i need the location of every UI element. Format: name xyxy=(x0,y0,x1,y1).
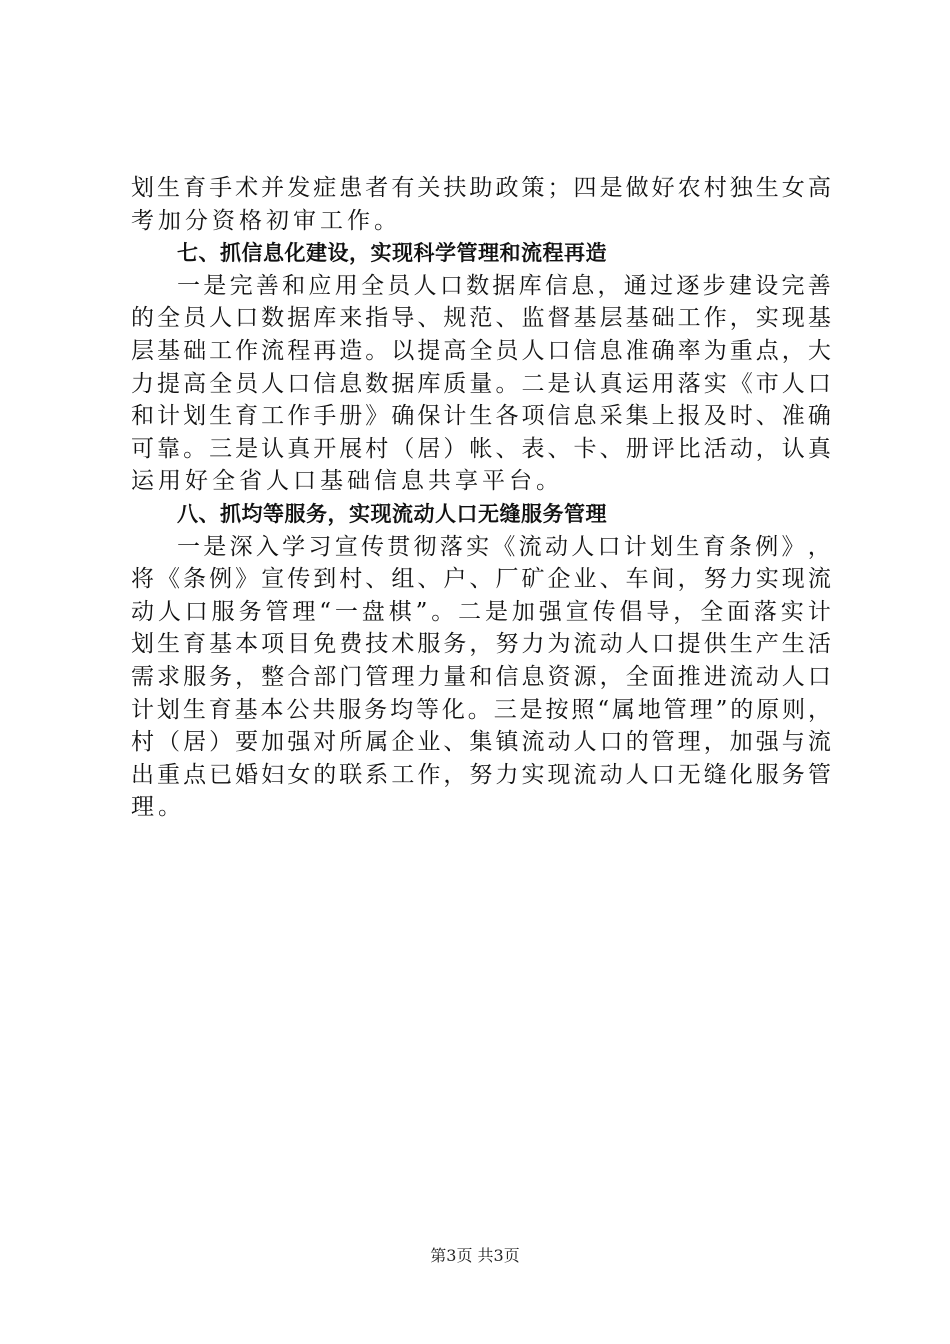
paragraph-line: 动 人 口 服 务 管 理 “ 一 盘 棋 ” 。 二 是 加 强 宣 传 倡 导 ， 全 面 落 实 计 xyxy=(131,598,831,625)
paragraph-line: 层 基 础 工 作 流 程 再 造 。 以 提 高 全 员 人 口 信 息 准 确 率 为 重 点 ， 大 xyxy=(131,337,831,364)
paragraph-line: 将 《 条 例 》 宣 传 到 村 、 组 、 户 、 厂 矿 企 业 、 车 间 ， 努 力 实 现 流 xyxy=(131,566,831,593)
paragraph-line: 出 重 点 已 婚 妇 女 的 联 系 工 作 ， 努 力 实 现 流 动 人 口 无 缝 化 服 务 管 xyxy=(131,761,831,788)
paragraph-line: 计 划 生 育 基 本 公 共 服 务 均 等 化 。 三 是 按 照 “ 属 地 管 理 ” 的 原 则 ， xyxy=(131,696,831,723)
paragraph-line: 理 。 xyxy=(131,794,181,821)
paragraph-line: 运 用 好 全 省 人 口 基 础 信 息 共 享 平 台 。 xyxy=(131,468,559,495)
paragraph-line: 一 是 完 善 和 应 用 全 员 人 口 数 据 库 信 息 ， 通 过 逐 步 建 设 完 善 xyxy=(177,272,831,299)
paragraph-line: 划 生 育 基 本 项 目 免 费 技 术 服 务 ， 努 力 为 流 动 人 口 提 供 生 产 生 活 xyxy=(131,631,831,658)
paragraph-line: 和 计 划 生 育 工 作 手 册 》 确 保 计 生 各 项 信 息 采 集 上 报 及 时 、 准 确 xyxy=(131,403,831,430)
paragraph-line: 力 提 高 全 员 人 口 信 息 数 据 库 质 量 。 二 是 认 真 运 用 落 实 《 市 人 口 xyxy=(131,370,831,397)
section-heading: 七、抓信息化建设，实现科学管理和流程再造 xyxy=(177,241,607,266)
page-number-label: 第3页 共3页 xyxy=(430,1246,520,1265)
paragraph-line: 村 （ 居 ） 要 加 强 对 所 属 企 业 、 集 镇 流 动 人 口 的 管 理 ， 加 强 与 流 xyxy=(131,729,831,756)
section-heading: 八、抓均等服务，实现流动人口无缝服务管理 xyxy=(177,501,607,526)
paragraph-line: 划 生 育 手 术 并 发 症 患 者 有 关 扶 助 政 策 ； 四 是 做 好 农 村 独 生 女 高 xyxy=(131,175,831,201)
paragraph-line: 可 靠 。 三 是 认 真 开 展 村 （ 居 ） 帐 、 表 、 卡 、 册 评 比 活 动 ， 认 真 xyxy=(131,435,831,462)
paragraph-line: 需 求 服 务 ， 整 合 部 门 管 理 力 量 和 信 息 资 源 ， 全 面 推 进 流 动 人 口 xyxy=(131,663,831,690)
paragraph-line: 考 加 分 资 格 初 审 工 作 。 xyxy=(131,207,397,234)
page-footer xyxy=(0,1243,950,1266)
document-body xyxy=(131,172,831,824)
paragraph-line: 的 全 员 人 口 数 据 库 来 指 导 、 规 范 、 监 督 基 层 基 础 工 作 ， 实 现 基 xyxy=(131,305,831,332)
paragraph-line: 一 是 深 入 学 习 宣 传 贯 彻 落 实 《 流 动 人 口 计 划 生 育 条 例 》 ， xyxy=(177,533,831,560)
